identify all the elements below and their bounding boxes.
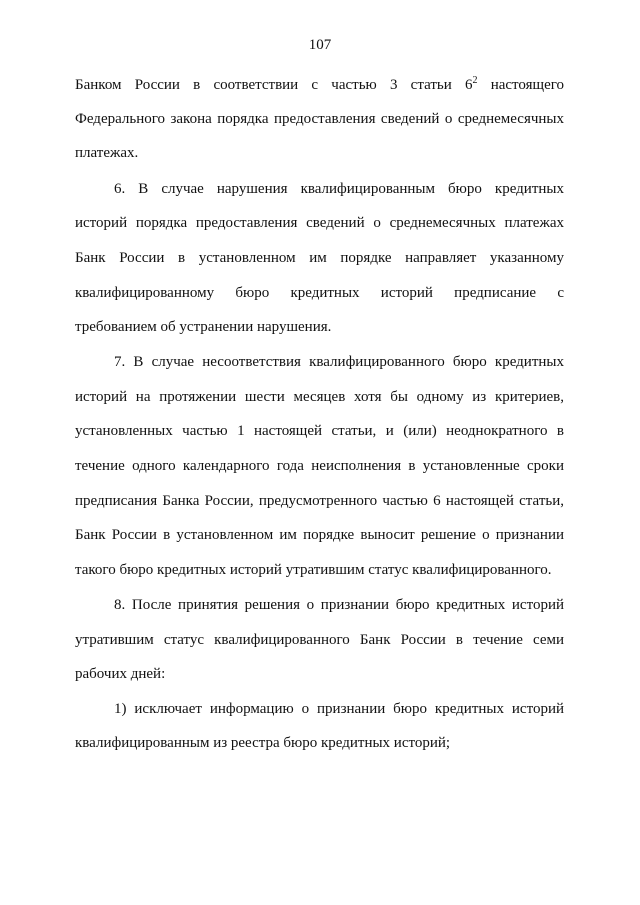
text-line: Федерального закона порядка предоставления сведений о среднемесячных — [75, 111, 564, 127]
text-line: рабочих дней: — [75, 666, 166, 682]
text-line: предписания Банка России, предусмотренного частью 6 настоящей статьи, — [75, 493, 564, 509]
text-line: такого бюро кредитных историй утратившим статус квалифицированного. — [75, 562, 552, 578]
text-line: квалифицированному бюро кредитных историй предписание с — [75, 285, 564, 301]
text-line: требованием об устранении нарушения. — [75, 319, 332, 335]
text-line — [75, 76, 564, 94]
text-segment: Банком России в соответствии с частью 3 статьи 6 — [75, 77, 473, 93]
paragraph-first-line: 7. В случае несоответствия квалифицированного бюро кредитных — [114, 354, 564, 370]
text-line: историй на протяжении шести месяцев хотя бы одному из критериев, — [75, 389, 564, 405]
text-segment: настоящего — [490, 77, 565, 93]
text-line: утратившим статус квалифицированного Банк России в течение семи — [75, 632, 564, 648]
superscript: 2 — [472, 75, 478, 86]
text-line: установленных частью 1 настоящей статьи, и (или) неоднократного в — [75, 423, 564, 439]
text-line: платежах. — [75, 145, 139, 161]
list-item-first-line: 1) исключает информацию о признании бюро кредитных историй — [114, 701, 564, 717]
text-line: Банк России в установленном им порядке направляет указанному — [75, 250, 564, 266]
paragraph-first-line: 8. После принятия решения о признании бюро кредитных историй — [114, 597, 564, 613]
text-line: квалифицированным из реестра бюро кредитных историй; — [75, 735, 451, 751]
text-line: историй порядка предоставления сведений о среднемесячных платежах — [75, 215, 564, 231]
text-line: течение одного календарного года неисполнения в установленные сроки — [75, 458, 564, 474]
text-line: Банк России в установленном им порядке выносит решение о признании — [75, 527, 564, 543]
paragraph-first-line: 6. В случае нарушения квалифицированным бюро кредитных — [114, 181, 564, 197]
page-number: 107 — [308, 37, 332, 53]
